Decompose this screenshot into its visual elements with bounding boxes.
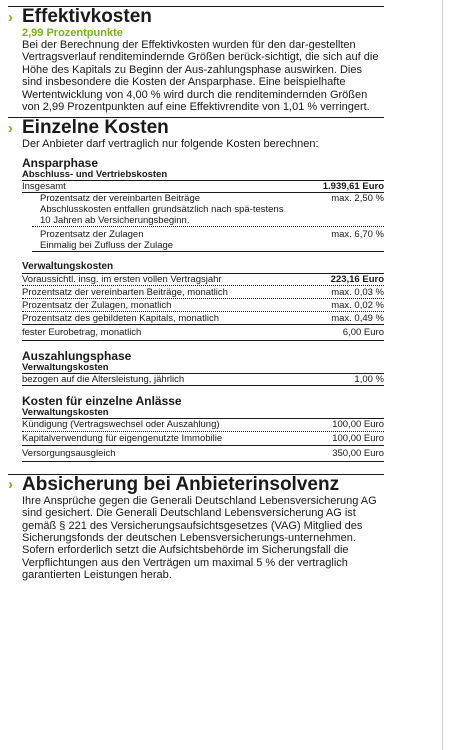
row-value: max. 0,49 % (331, 312, 384, 324)
row-label: Kündigung (Vertragswechsel oder Auszahlung) (22, 418, 220, 430)
section-header (8, 118, 384, 138)
table-row (22, 326, 384, 341)
row-label: Prozentsatz des gebildeten Kapitals, monatlich (22, 312, 219, 324)
table-row (32, 193, 384, 204)
row-label: fester Eurobetrag, monatlich (22, 326, 142, 338)
row-value: 1.939,61 Euro (322, 180, 384, 192)
section-header (8, 475, 384, 495)
row-label: Versorgungsausgleich (22, 447, 116, 459)
subgroup-title: Verwaltungskosten (22, 363, 384, 374)
section-paragraph: Ihre Ansprüche gegen die Generali Deutschland Lebensversicherung AG sind gesichert. Die Generali Deutschland Lebensversicherung AG ist gemäß § 221 des Versicherungsaufsichtsgesetzes (VAG) Mitglied des Sicherungsfonds der deutschen Lebensversicherungs-unternehmen. Sofern erforderlich setzt die Aufsichtsbehörde im Sicherungsfall die Verpflichtungen aus den Verträgen um maximal 5 % der vertraglich garantierten Leistungen herab. (22, 494, 377, 582)
section-absicherung (8, 474, 384, 582)
section-title: Einzelne Kosten (22, 117, 169, 139)
row-note: Einmalig bei Zufluss der Zulage (32, 240, 384, 252)
document-page (8, 0, 384, 582)
row-label: Prozentsatz der Zulagen (40, 228, 144, 240)
table-row (22, 374, 384, 386)
chevron-right-icon: › (8, 8, 13, 26)
table-row (22, 274, 384, 286)
subgroup-title: Verwaltungskosten (22, 261, 384, 274)
group-title: Ansparphase (22, 155, 99, 170)
group-title: Auszahlungsphase (22, 348, 132, 363)
row-value: max. 2,50 % (331, 192, 384, 204)
section-effektivkosten (8, 6, 384, 113)
row-label: Prozentsatz der vereinbarten Beiträge (40, 192, 201, 204)
group-ansparphase (22, 157, 384, 252)
chevron-right-icon: › (8, 119, 13, 137)
row-value: max. 0,03 % (331, 286, 384, 298)
subgroup-title: Abschluss- und Vertriebskosten (22, 170, 384, 181)
row-value: 350,00 Euro (332, 447, 384, 459)
row-value: 223,16 Euro (330, 273, 384, 285)
section-einzelne-kosten (8, 117, 384, 461)
section-paragraph: Bei der Berechnung der Effektivkosten wurden für den dar-gestellten Vertragsverlauf renditemindernde Größen berück-sichtigt, die sich auf die Höhe des Kapitals zu Beginn der Aus-zahlungsphase auswirken. Dies sind insbesondere die Kosten der Ansparphase. Eine beispielhafte Wertentwicklung von 4,00 % wird durch die renditemindernden Größen von 2,99 Prozentpunkten auf eine Effektivrendite von 1,01 % verringert. (22, 39, 379, 114)
row-label: Voraussichtl. insg. im ersten vollen Vertragsjahr (22, 273, 222, 285)
section-title: Absicherung bei Anbieterinsolvenz (22, 473, 340, 495)
table-row (22, 181, 384, 193)
section-intro: Der Anbieter darf vertraglich nur folgende Kosten berechnen: (22, 138, 319, 151)
table-row (32, 229, 384, 240)
row-note: Abschlusskosten entfallen grundsätzlich nach spä-testens 10 Jahren ab Versicherungsbeginn. (32, 204, 384, 227)
section-subtitle: 2,99 Prozentpunkte (22, 27, 123, 39)
group-title: Kosten für einzelne Anlässe (22, 393, 182, 408)
row-value: 100,00 Euro (332, 418, 384, 430)
subgroup-title: Verwaltungskosten (22, 408, 384, 419)
section-title: Effektivkosten (22, 6, 152, 27)
row-label: bezogen auf die Altersleistung, jährlich (22, 373, 185, 385)
table-row (22, 447, 384, 462)
group-verwaltungskosten (22, 261, 384, 341)
section-header (8, 7, 384, 27)
table-row (22, 419, 384, 432)
table-row (22, 433, 384, 446)
group-auszahlungsphase (22, 350, 384, 386)
row-label: Insgesamt (22, 180, 66, 192)
row-value: 6,00 Euro (342, 326, 384, 338)
row-value: max. 6,70 % (331, 228, 384, 240)
row-label: Prozentsatz der vereinbarten Beiträge, monatlich (22, 286, 228, 298)
table-row (22, 287, 384, 299)
row-value: 100,00 Euro (332, 432, 384, 444)
page-edge-line (442, 0, 443, 750)
row-label: Prozentsatz der Zulagen, monatlich (22, 299, 172, 311)
row-value: max. 0,02 % (331, 299, 384, 311)
table-row (22, 313, 384, 325)
table-row (22, 300, 384, 312)
row-label: Kapitalverwendung für eigengenutzte Immobilie (22, 432, 223, 444)
row-value: 1,00 % (354, 373, 384, 385)
group-einzelne-anlaesse (22, 395, 384, 462)
chevron-right-icon: › (8, 476, 13, 494)
